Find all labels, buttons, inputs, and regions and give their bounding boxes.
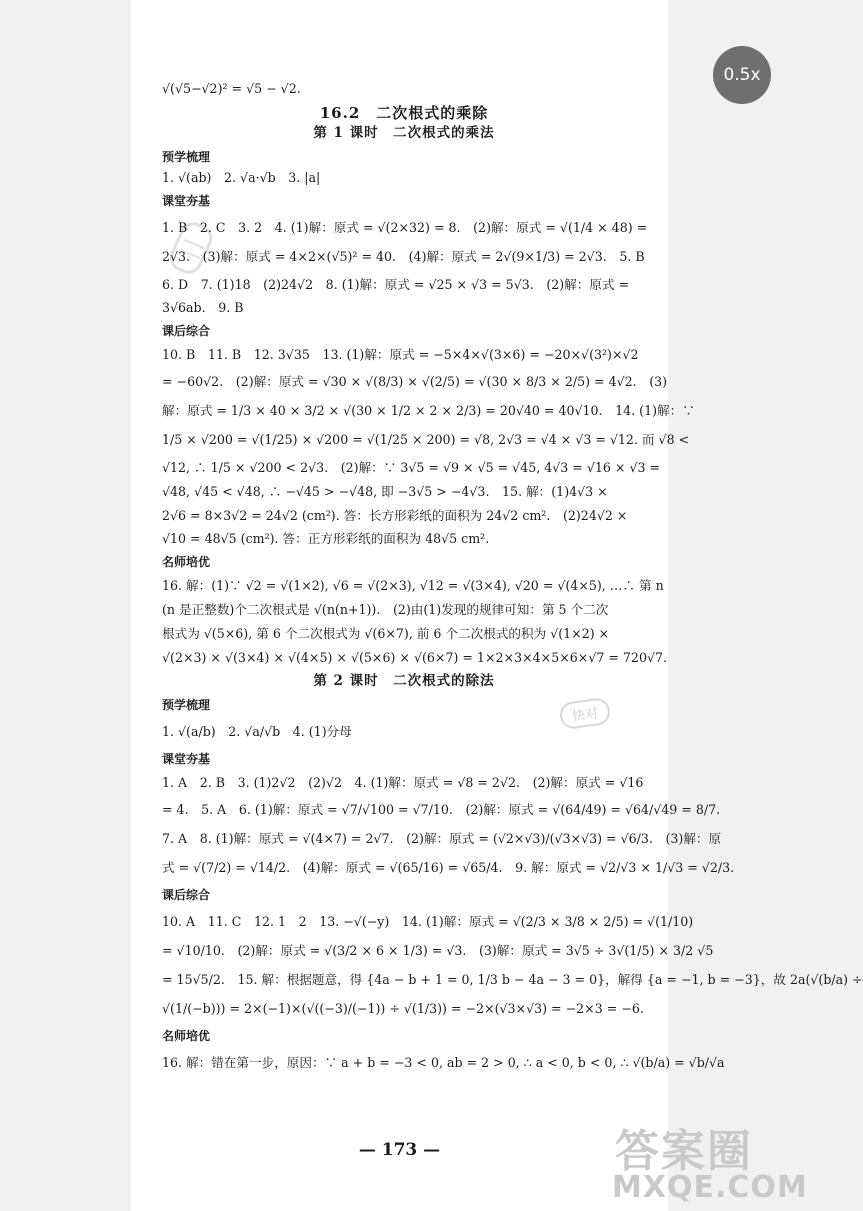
lesson1-preview-label: 预学梳理 <box>162 150 211 164</box>
watermark-url: MXQE.COM <box>612 1170 808 1205</box>
lesson2-title: 第 2 课时 二次根式的除法 <box>313 673 495 689</box>
top-line: √(√5−√2)² = √5 − √2. <box>162 81 301 96</box>
lesson1-after-line: 10. B 11. B 12. 3√35 13. (1)解：原式 = −5×4×√(3×6) = −20×√(3²)×√2 <box>162 347 639 362</box>
lesson2-after-line: √(1/(−b))) = 2×(−1)×(√((−3)/(−1)) ÷ √(1/3)) = −2×(√3×√3) = −2×3 = −6. <box>162 1001 644 1016</box>
lesson1-after-line: 2√6 = 8×3√2 = 24√2 (cm²). 答：长方形彩纸的面积为 24√2 cm². (2)24√2 × <box>162 508 628 523</box>
watermark-logo: 答案圈 <box>615 1126 753 1177</box>
lesson1-master-line: 16. 解：(1)∵ √2 = √(1×2), √6 = √(2×3), √12 = √(3×4), √20 = √(4×5), …∴ 第 n <box>162 578 664 593</box>
lesson1-master-label: 名师培优 <box>162 555 211 569</box>
lesson2-after-line: = 15√5/2. 15. 解：根据题意，得 {4a − b + 1 = 0, 1/3 b − 4a − 3 = 0}，解得 {a = −1, b = −3}，故 2a(√(b/a) ÷ <box>162 972 863 987</box>
lesson1-class-line: 3√6ab. 9. B <box>162 300 244 315</box>
lesson2-master-line: 16. 解：错在第一步，原因：∵ a + b = −3 < 0, ab = 2 > 0, ∴ a < 0, b < 0, ∴ √(b/a) = √b/√a <box>162 1055 725 1070</box>
page-number: — 173 — <box>358 1140 441 1160</box>
answer-content <box>162 80 863 1081</box>
lesson1-class-line: 6. D 7. (1)18 (2)24√2 8. (1)解：原式 = √25 × √3 = 5√3. (2)解：原式 = <box>162 277 630 292</box>
watermark-stamp: 快对 <box>558 697 611 731</box>
lesson1-after-line: √48, √45 < √48, ∴ −√45 > −√48, 即 −3√5 > −4√3. 15. 解：(1)4√3 × <box>162 484 608 499</box>
lesson2-class-line: 式 = √(7/2) = √14/2. (4)解：原式 = √(65/16) = √65/4. 9. 解：原式 = √2/√3 × 1/√3 = √2/3. <box>162 860 735 875</box>
lesson1-master-line: √(2×3) × √(3×4) × √(4×5) × √(5×6) × √(6×7) = 1×2×3×4×5×6×√7 = 720√7. <box>162 650 667 665</box>
lesson2-after-line: 10. A 11. C 12. 1 2 13. −√(−y) 14. (1)解：原式 = √(2/3 × 3/8 × 2/5) = √(1/10) <box>162 914 694 929</box>
lesson1-title: 第 1 课时 二次根式的乘法 <box>313 125 495 141</box>
lesson2-class-line: 1. A 2. B 3. (1)2√2 (2)√2 4. (1)解：原式 = √8 = 2√2. (2)解：原式 = √16 <box>162 775 644 790</box>
zoom-level-button[interactable] <box>713 46 771 104</box>
lesson2-preview-label: 预学梳理 <box>162 698 211 712</box>
lesson2-class-label: 课堂夯基 <box>162 752 211 766</box>
zoom-level-label: 0.5x <box>723 65 761 85</box>
lesson1-master-line: 根式为 √(5×6), 第 6 个二次根式为 √(6×7), 前 6 个二次根式的积为 √(1×2) × <box>162 626 610 641</box>
lesson1-class-line: 1. B 2. C 3. 2 4. (1)解：原式 = √(2×32) = 8. (2)解：原式 = √(1/4 × 48) = <box>162 220 648 235</box>
lesson1-preview-line: 1. √(ab) 2. √a·√b 3. |a| <box>162 170 321 185</box>
lesson1-after-line: = −60√2. (2)解：原式 = √30 × √(8/3) × √(2/5) = √(30 × 8/3 × 2/5) = 4√2. (3) <box>162 374 668 389</box>
lesson2-after-line: = √10/10. (2)解：原式 = √(3/2 × 6 × 1/3) = √3. (3)解：原式 = 3√5 ÷ 3√(1/5) × 3/2 √5 <box>162 943 714 958</box>
lesson2-master-label: 名师培优 <box>162 1029 211 1043</box>
section-title: 16.2 二次根式的乘除 <box>319 104 489 122</box>
lesson1-after-line: √10 = 48√5 (cm²). 答：正方形彩纸的面积为 48√5 cm². <box>162 531 490 546</box>
lesson1-after-line: 1/5 × √200 = √(1/25) × √200 = √(1/25 × 200) = √8, 2√3 = √4 × √3 = √12. 而 √8 < <box>162 432 690 447</box>
lesson2-preview-line: 1. √(a/b) 2. √a/√b 4. (1)分母 <box>162 724 352 739</box>
lesson2-class-line: = 4. 5. A 6. (1)解：原式 = √7/√100 = √7/10. (2)解：原式 = √(64/49) = √64/√49 = 8/7. <box>162 802 721 817</box>
lesson1-class-line: 2√3. (3)解：原式 = 4×2×(√5)² = 40. (4)解：原式 = 2√(9×1/3) = 2√3. 5. B <box>162 249 645 264</box>
lesson1-master-line: (n 是正整数)个二次根式是 √(n(n+1)). (2)由(1)发现的规律可知：第 5 个二次 <box>162 602 609 617</box>
lesson2-class-line: 7. A 8. (1)解：原式 = √(4×7) = 2√7. (2)解：原式 = (√2×√3)/(√3×√3) = √6/3. (3)解：原 <box>162 831 722 846</box>
lesson1-after-line: 解：原式 = 1/3 × 40 × 3/2 × √(30 × 1/2 × 2 × 2/3) = 20√40 = 40√10. 14. (1)解：∵ <box>162 403 695 418</box>
lesson2-after-label: 课后综合 <box>162 888 211 902</box>
lesson1-class-label: 课堂夯基 <box>162 194 211 208</box>
lesson1-after-line: √12, ∴ 1/5 × √200 < 2√3. (2)解：∵ 3√5 = √9 × √5 = √45, 4√3 = √16 × √3 = <box>162 460 661 475</box>
lesson1-after-label: 课后综合 <box>162 324 211 338</box>
